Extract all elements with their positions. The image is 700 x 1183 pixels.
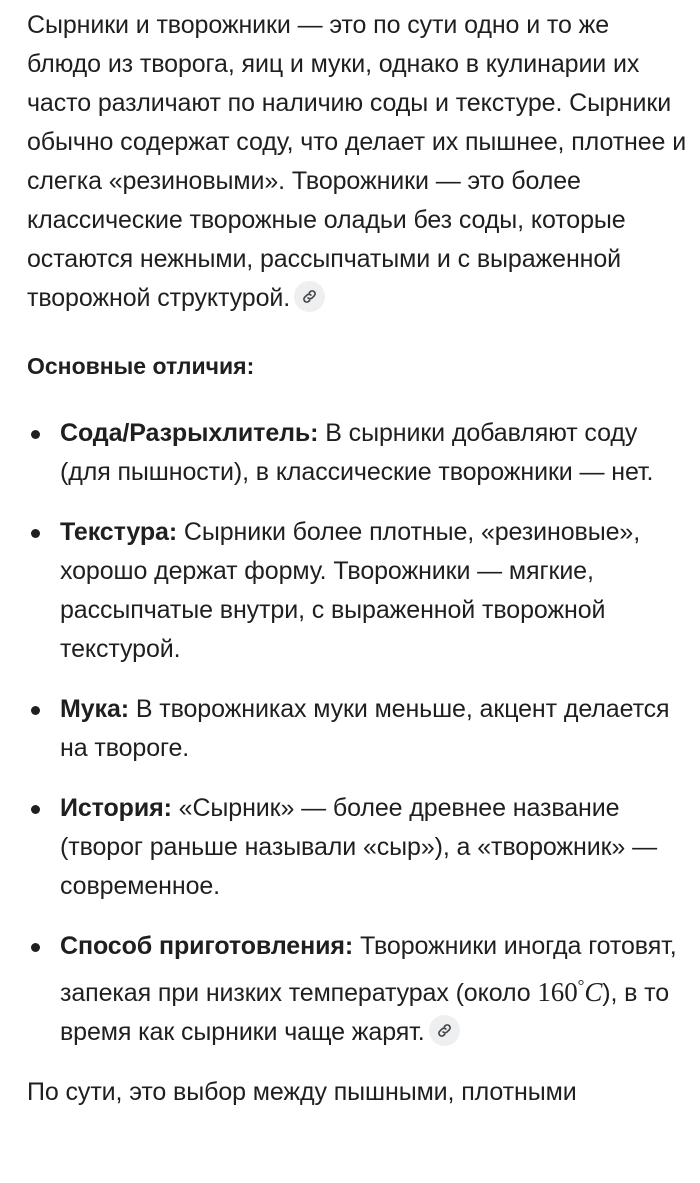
bullet [31,430,40,439]
item-text-before: Творожники иногда готовят, запекая при низких температурах (около [60,932,677,1007]
bullet [31,706,40,715]
temperature-formula [537,977,602,1007]
list-item [27,789,687,906]
source-link-button[interactable] [294,281,325,312]
differences-list [27,414,687,1052]
item-term: Текстура: [60,518,178,546]
link-icon [436,1022,453,1039]
link-icon [301,288,318,305]
bullet [31,805,40,814]
item-text: «Сырник» — более древнее название (творог раньше называли «сыр»), а «творожник» — современное. [60,794,657,900]
list-item [27,414,687,492]
temperature-unit: C [584,977,603,1007]
list-item [27,927,687,1052]
item-text: В творожниках муки меньше, акцент делается на твороге. [60,695,670,762]
item-term: Сода/Разрыхлитель: [60,419,319,447]
item-term: Мука: [60,695,129,723]
bullet [31,943,40,952]
item-text-after: ), в то время как сырники чаще жарят. [60,979,670,1046]
source-link-button[interactable] [429,1015,460,1046]
item-text: Сырники более плотные, «резиновые», хорошо держат форму. Творожники — мягкие, рассыпчатые внутри, с выраженной творожной текстурой. [60,518,641,663]
item-text: В сырники добавляют соду (для пышности), в классические творожники — нет. [60,419,654,486]
temperature-value: 160 [537,977,578,1007]
list-item [27,513,687,669]
answer-content [27,6,687,1112]
degree-sign: ° [577,976,585,995]
bullet [31,529,40,538]
item-term: Способ приготовления: [60,932,354,960]
conclusion-paragraph: По сути, это выбор между пышными, плотными [27,1078,577,1106]
intro-paragraph [27,6,687,318]
section-heading: Основные отличия: [27,353,255,379]
list-item [27,690,687,768]
item-term: История: [60,794,172,822]
intro-text: Сырники и творожники — это по сути одно и то же блюдо из творога, яиц и муки, однако в кулинарии их часто различают по наличию соды и текстуре. Сырники обычно содержат соду, что делает их пышнее, плотнее и слегка «резиновыми». Творожники — это более классические творожные оладьи без соды, которые остаются нежными, рассыпчатыми и с выраженной творожной структурой. [27,11,687,312]
